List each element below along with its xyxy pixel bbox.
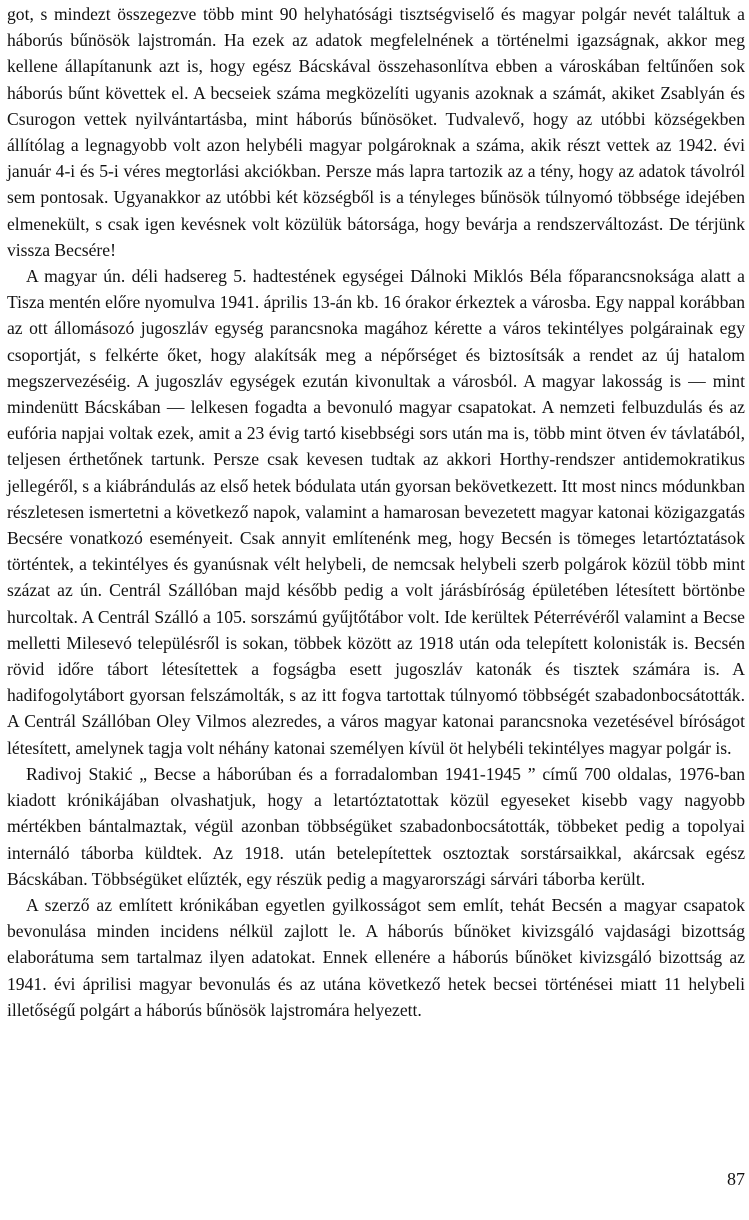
paragraph-2: A magyar ún. déli hadsereg 5. hadtestének egységei Dálnoki Miklós Béla főparancsnoksága alatt a Tisza mentén előre nyomulva 1941. április 13-án kb. 16 órakor érkeztek a városba. Egy nappal korábban az ott állomásozó jugoszláv egység parancsnoka magához kérette a város tekintélyes polgárainak egy csoportját, s felkérte őket, hogy alakítsák meg a népőrséget és biztosítsák a rendet az új hatalom megszervezéséig. A jugoszláv egységek ezután kivonultak a városból. A magyar lakosság is — mint mindenütt Bácskában — lelkesen fogadta a bevonuló magyar csapatokat. A nemzeti felbuzdulás és az eufória napjai voltak ezek, amit a 23 évig tartó kisebbségi sors után ma is, több mint ötven év távlatából, teljesen érthetőnek tartunk. Persze csak kevesen tudtak az akkori Horthy-rendszer antidemokratikus jellegéről, s a kiábrándulás az első hetek bódulata után gyorsan bekövetkezett. Itt most nincs módunkban részletesen ismertetni a következő napok, valamint a hamarosan bevezetett magyar katonai közigazgatás Becsére vonatkozó eseményeit. Csak annyit említenénk meg, hogy Becsén is tömeges letartóztatások történtek, a tekintélyes és gyanúsnak vélt helybeli, de nemcsak helybeli szerb polgárok közül több mint százat az ún. Centrál Szállóban majd később pedig a volt járásbíróság épületében létesített börtönbe hurcoltak. A Centrál Szálló a 105. sorszámú gyűjtőtábor volt. Ide kerültek Péterrévéről valamint a Becse melletti Milesevó településről is sokan, többek között az 1918 után oda telepített kolonisták is. Becsén rövid időre tábort létesítettek a fogságba esett jugoszláv katonák és tisztek számára is. A hadifogolytábort gyorsan felszámolták, s az itt fogva tartottak túlnyomó többségét szabadonbocsátották. A Centrál Szállóban Oley Vilmos alezredes, a város magyar katonai parancsnoka vezetésével bíróságot létesített, amelynek tagja volt néhány katonai személyen kívül öt helybéli tekintélyes magyar polgár is.: [7, 266, 745, 758]
body-text: [7, 1, 745, 1023]
paragraph-4: A szerző az említett krónikában egyetlen gyilkosságot sem említ, tehát Becsén a magyar csapatok bevonulása minden incidens nélkül zajlott le. A háborús bűnöket kivizsgáló vajdasági bizottság elaborátuma sem tartalmaz ilyen adatokat. Ennek ellenére a háborús bűnöket kivizsgáló bizottság az 1941. évi áprilisi magyar bevonulás és az utána következő hetek becsei történései miatt 11 helybeli illetőségű polgárt a háborús bűnösök lajstromára helyezett.: [7, 894, 745, 1020]
paragraph-3: Radivoj Stakić „ Becse a háborúban és a forradalomban 1941-1945 ” című 700 oldalas, 1976-ban kiadott krónikájában olvashatjuk, hogy a letartóztatottak közül egyeseket kisebb vagy nagyobb mértékben bántalmaztak, végül azonban többségüket szabadonbocsátották, többeket pedig a topolyai internáló táborba küldtek. Az 1918. után betelepítettek osztoztak sorstársaikkal, akárcsak egész Bácskában. Többségüket elűzték, egy részük pedig a magyarországi sárvári táborba került.: [7, 763, 745, 889]
paragraph-1: got, s mindezt összegezve több mint 90 helyhatósági tisztségviselő és magyar polgár nevét találtuk a háborús bűnösök lajstromán. Ha ezek az adatok megfelelnének a történelmi igazságnak, akkor meg kellene állapítanunk azt is, hogy egész Bácskával összehasonlítva ebben a városkában feltűnően sok háborús bűnt követtek el. A becseiek száma megközelíti ugyanis azoknak a számát, akiket Zsablyán és Csurogon vettek nyilvántartásba, mint háborús bűnösöket. Tudvalevő, hogy az utóbbi községekben állítólag a legnagyobb volt azon helybéli magyar polgároknak a száma, akik részt vettek az 1942. évi január 4-i és 5-i véres megtorlási akciókban. Persze más lapra tartozik az a tény, hogy az adatok távolról sem pontosak. Ugyanakkor az utóbbi két községből is a tényleges bűnösök túlnyomó többsége idejében elmenekült, s csak igen kevésnek volt közülük bátorsága, hogy bevárja a rendszerváltozást. De térjünk vissza Becsére!: [7, 4, 745, 260]
page-number: 87: [727, 1169, 745, 1189]
